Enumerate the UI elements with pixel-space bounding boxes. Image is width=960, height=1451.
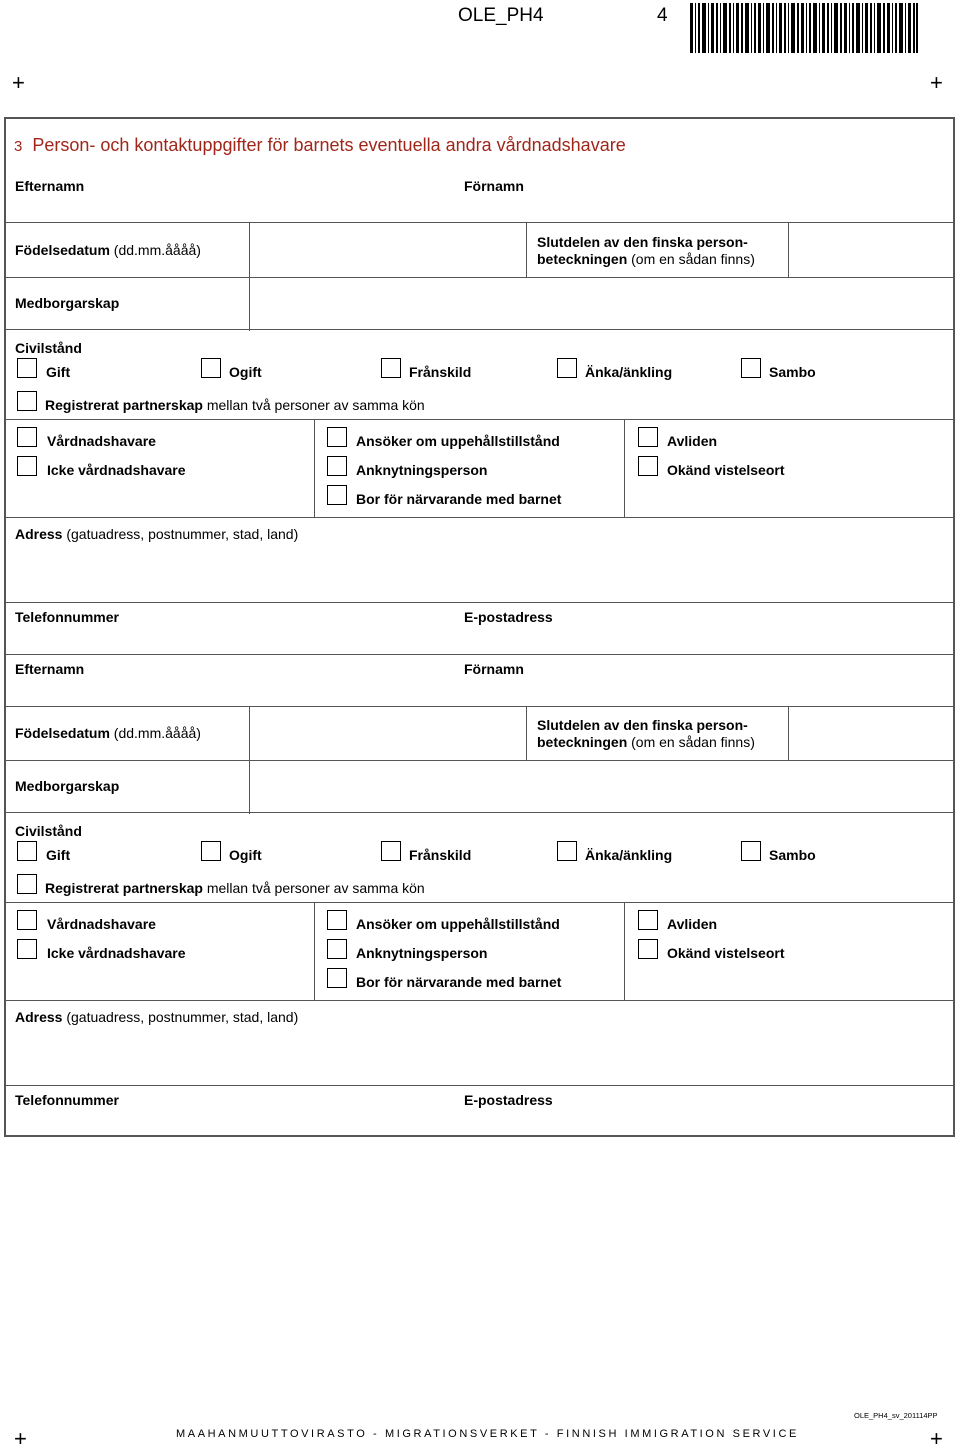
phone-field[interactable]: Telefonnummer	[15, 609, 119, 625]
checkbox-applicant-label: Ansöker om uppehållstillstånd	[356, 916, 560, 932]
citizenship-field[interactable]: Medborgarskap	[15, 295, 120, 311]
checkbox-unknown-whereabouts[interactable]	[638, 939, 658, 959]
checkbox-custodian[interactable]	[17, 427, 37, 447]
citizenship-field[interactable]: Medborgarskap	[15, 778, 120, 794]
checkbox-unknown-whereabouts-label: Okänd vistelseort	[667, 945, 785, 961]
checkbox-non-custodian-label: Icke vårdnadshavare	[47, 462, 186, 478]
checkbox-applicant[interactable]	[327, 910, 347, 930]
pid-hint: (om en sådan finns)	[631, 251, 755, 267]
checkbox-gift-label: Gift	[46, 847, 71, 863]
checkbox-non-custodian-label: Icke vårdnadshavare	[47, 945, 186, 961]
checkbox-anka[interactable]	[557, 358, 577, 378]
checkbox-franskild-label: Frånskild	[409, 364, 472, 380]
first-name-field[interactable]: Förnamn	[464, 178, 524, 194]
registration-mark-plus-icon: +	[930, 70, 943, 95]
civil-status-label: Civilstånd	[15, 340, 82, 356]
checkbox-anka-label: Änka/änkling	[585, 364, 673, 380]
checkbox-franskild[interactable]	[381, 841, 401, 861]
checkbox-deceased-label: Avliden	[667, 433, 718, 449]
date-of-birth-field[interactable]: Födelsedatum (dd.mm.åååå)	[15, 725, 201, 741]
form-code: OLE_PH4	[458, 5, 544, 26]
barcode-image	[690, 3, 918, 53]
personal-id-field[interactable]: Slutdelen av den finska person- beteckningen (om en sådan finns)	[537, 717, 755, 750]
checkbox-registered-partnership[interactable]	[17, 874, 37, 894]
checkbox-deceased[interactable]	[638, 910, 658, 930]
checkbox-franskild[interactable]	[381, 358, 401, 378]
phone-field[interactable]: Telefonnummer	[15, 1092, 119, 1108]
date-of-birth-field[interactable]	[15, 242, 201, 258]
checkbox-lives-with-child[interactable]	[327, 485, 347, 505]
checkbox-gift[interactable]	[17, 358, 37, 378]
personal-id-field[interactable]	[537, 234, 755, 268]
email-field[interactable]: E-postadress	[464, 1092, 553, 1108]
page-number: 4	[657, 5, 668, 26]
checkbox-deceased-label: Avliden	[667, 916, 718, 932]
checkbox-gift-label: Gift	[46, 364, 71, 380]
agency-footer: MAAHANMUUTTOVIRASTO - MIGRATIONSVERKET - FINNISH IMMIGRATION SERVICE	[176, 1428, 799, 1440]
checkbox-applicant-label: Ansöker om uppehållstillstånd	[356, 433, 560, 449]
checkbox-custodian-label: Vårdnadshavare	[47, 433, 156, 449]
form-version-code: OLE_PH4_sv_201114PP	[854, 1411, 938, 1420]
registration-mark-plus-icon: +	[12, 70, 25, 95]
checkbox-sambo[interactable]	[741, 358, 761, 378]
checkbox-custodian[interactable]	[17, 910, 37, 930]
section-title-text: Person- och kontaktuppgifter för barnets eventuella andra vårdnadshavare	[32, 135, 626, 155]
dob-label: Födelsedatum	[15, 242, 110, 258]
checkbox-ogift-label: Ogift	[229, 847, 262, 863]
checkbox-ogift-label: Ogift	[229, 364, 262, 380]
checkbox-anka[interactable]	[557, 841, 577, 861]
checkbox-unknown-whereabouts[interactable]	[638, 456, 658, 476]
checkbox-sambo-label: Sambo	[769, 364, 816, 380]
email-field[interactable]: E-postadress	[464, 609, 553, 625]
section-number: 3	[14, 138, 23, 155]
checkbox-lives-with-child[interactable]	[327, 968, 347, 988]
surname-field[interactable]: Efternamn	[15, 178, 85, 194]
checkbox-lives-with-child-label: Bor för närvarande med barnet	[356, 974, 562, 990]
checkbox-non-custodian[interactable]	[17, 456, 37, 476]
checkbox-sponsor[interactable]	[327, 456, 347, 476]
first-name-field[interactable]: Förnamn	[464, 661, 524, 677]
dob-hint: (dd.mm.åååå)	[113, 242, 201, 258]
checkbox-unknown-whereabouts-label: Okänd vistelseort	[667, 462, 785, 478]
checkbox-registered-partnership-label: Registrerat partnerskap mellan två personer av samma kön	[45, 880, 425, 896]
checkbox-registered-partnership-label: Registrerat partnerskap mellan två personer av samma kön	[45, 397, 425, 413]
checkbox-gift[interactable]	[17, 841, 37, 861]
checkbox-sambo-label: Sambo	[769, 847, 816, 863]
checkbox-franskild-label: Frånskild	[409, 847, 472, 863]
address-field[interactable]: Adress (gatuadress, postnummer, stad, land)	[15, 1009, 299, 1025]
address-field[interactable]: Adress (gatuadress, postnummer, stad, land)	[15, 526, 299, 542]
registration-mark-plus-icon: +	[14, 1426, 27, 1451]
checkbox-sponsor-label: Anknytningsperson	[356, 462, 488, 478]
checkbox-non-custodian[interactable]	[17, 939, 37, 959]
checkbox-registered-partnership[interactable]	[17, 391, 37, 411]
pid-label-line2: beteckningen	[537, 251, 628, 267]
checkbox-deceased[interactable]	[638, 427, 658, 447]
section-title	[14, 135, 626, 156]
checkbox-lives-with-child-label: Bor för närvarande med barnet	[356, 491, 562, 507]
checkbox-anka-label: Änka/änkling	[585, 847, 673, 863]
checkbox-custodian-label: Vårdnadshavare	[47, 916, 156, 932]
checkbox-ogift[interactable]	[201, 841, 221, 861]
registration-mark-plus-icon: +	[930, 1426, 943, 1451]
checkbox-applicant[interactable]	[327, 427, 347, 447]
civil-status-label: Civilstånd	[15, 823, 82, 839]
checkbox-sponsor-label: Anknytningsperson	[356, 945, 488, 961]
pid-label: Slutdelen av den finska person-	[537, 234, 748, 250]
checkbox-ogift[interactable]	[201, 358, 221, 378]
surname-field[interactable]: Efternamn	[15, 661, 85, 677]
checkbox-sambo[interactable]	[741, 841, 761, 861]
checkbox-sponsor[interactable]	[327, 939, 347, 959]
